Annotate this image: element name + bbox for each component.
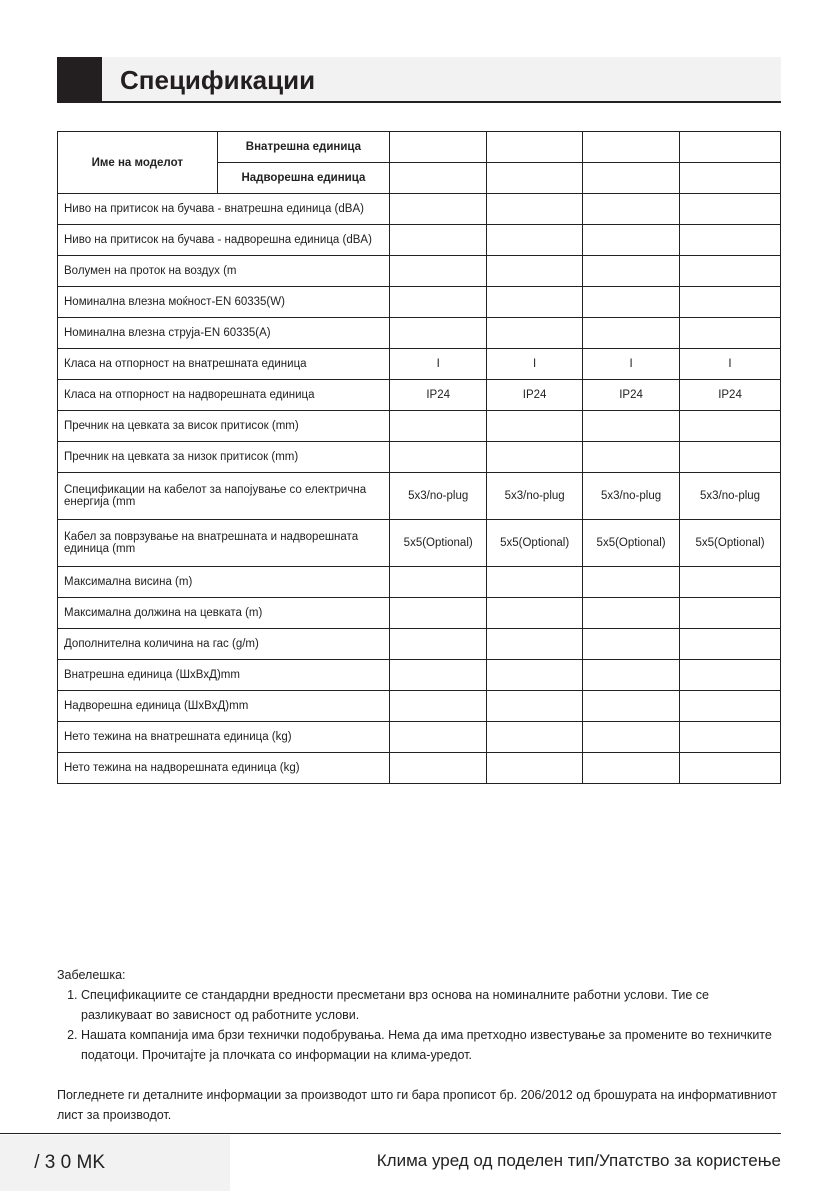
table-row <box>58 194 781 225</box>
cell-value <box>390 660 487 691</box>
cell-value <box>583 318 680 349</box>
table-row <box>58 318 781 349</box>
table-row <box>58 629 781 660</box>
cell-value <box>487 691 583 722</box>
row-label: Нето тежина на внатрешната единица (kg) <box>58 722 390 753</box>
cell-value <box>680 567 781 598</box>
cell-value <box>680 411 781 442</box>
document-title: Клима уред од поделен тип/Упатство за користење <box>376 1151 781 1170</box>
cell-value: IP24 <box>487 380 583 411</box>
row-label: Максимална должина на цевката (m) <box>58 598 390 629</box>
section-header <box>57 57 781 103</box>
cell-value <box>680 256 781 287</box>
cell-value <box>680 660 781 691</box>
outdoor-header: Надворешна единица <box>217 163 390 194</box>
cell-value <box>487 318 583 349</box>
table-row <box>58 753 781 784</box>
row-label: Надворешна единица (ШxВxД)mm <box>58 691 390 722</box>
row-label: Дополнителна количина на гас (g/m) <box>58 629 390 660</box>
cell-value <box>390 287 487 318</box>
notes <box>57 965 781 1125</box>
note-item: 2. Нашата компанија има брзи технички подобрувања. Нема да има претходно известување за промените во техничките податоци. Прочитајте ја плочката со информации на клима-уредот. <box>81 1025 781 1065</box>
cell-value <box>680 598 781 629</box>
row-label: Пречник на цевката за низок притисок (mm) <box>58 442 390 473</box>
cell-value: IP24 <box>583 380 680 411</box>
row-label: Максимална висина (m) <box>58 567 390 598</box>
cell-value: 5x5(Optional) <box>680 520 781 567</box>
header-block <box>57 57 102 103</box>
table-row <box>58 520 781 567</box>
cell-value <box>583 194 680 225</box>
cell-value: 5x3/no-plug <box>583 473 680 520</box>
table-row <box>58 722 781 753</box>
cell-value <box>680 287 781 318</box>
row-label: Класа на отпорност на внатрешната единица <box>58 349 390 380</box>
cell-value <box>390 691 487 722</box>
table-row <box>58 349 781 380</box>
cell-value <box>680 318 781 349</box>
notes-heading: Забелешка: <box>57 968 126 982</box>
regulation-note: Погледнете ги деталните информации за производот што ги бара прописот бр. 206/2012 од брошурата на информативниот лист за производот. <box>57 1088 777 1122</box>
row-label: Пречник на цевката за висок притисок (mm) <box>58 411 390 442</box>
note-item: 1. Спецификациите се стандардни вредности пресметани врз основа на номиналните работни услови. Тие се разликуваат во зависност од работните услови. <box>81 985 781 1025</box>
page-title: Спецификации <box>120 65 316 95</box>
cell-value <box>583 722 680 753</box>
row-label: Класа на отпорност на надворешната единица <box>58 380 390 411</box>
cell-value <box>390 318 487 349</box>
row-label: Нето тежина на надворешната единица (kg) <box>58 753 390 784</box>
row-label: Волумен на проток на воздух (m <box>58 256 390 287</box>
cell-value <box>583 598 680 629</box>
cell-value <box>680 691 781 722</box>
table-row <box>58 411 781 442</box>
cell-value <box>487 660 583 691</box>
cell-value <box>680 629 781 660</box>
table-row <box>58 442 781 473</box>
cell-value: I <box>680 349 781 380</box>
page-number: / 3 0 MK <box>0 1135 230 1191</box>
cell-value <box>390 194 487 225</box>
cell-value <box>487 598 583 629</box>
cell-value <box>487 194 583 225</box>
cell-value <box>487 287 583 318</box>
cell-value <box>487 442 583 473</box>
cell-value <box>583 753 680 784</box>
cell-value: I <box>390 349 487 380</box>
cell-value <box>487 722 583 753</box>
cell-value <box>583 225 680 256</box>
cell-value <box>487 256 583 287</box>
cell-value <box>680 225 781 256</box>
cell-value <box>583 287 680 318</box>
cell-value <box>583 442 680 473</box>
cell-value: IP24 <box>390 380 487 411</box>
cell-value <box>487 753 583 784</box>
table-row <box>58 225 781 256</box>
row-label: Ниво на притисок на бучава - надворешна единица (dBA) <box>58 225 390 256</box>
cell-value <box>583 256 680 287</box>
table-row <box>58 598 781 629</box>
footer-divider <box>0 1133 781 1134</box>
cell-value <box>390 629 487 660</box>
cell-value <box>390 598 487 629</box>
table-row <box>58 691 781 722</box>
table-row <box>58 287 781 318</box>
cell-value <box>487 411 583 442</box>
cell-value <box>390 442 487 473</box>
cell-value: 5x5(Optional) <box>390 520 487 567</box>
table-row <box>58 660 781 691</box>
cell-value <box>680 753 781 784</box>
cell-value <box>390 722 487 753</box>
cell-value <box>390 567 487 598</box>
cell-value <box>583 411 680 442</box>
cell-value: 5x3/no-plug <box>487 473 583 520</box>
cell-value <box>583 660 680 691</box>
row-label: Номинална влезна моќност-EN 60335(W) <box>58 287 390 318</box>
cell-value: IP24 <box>680 380 781 411</box>
table-row <box>58 380 781 411</box>
spec-table <box>57 131 781 784</box>
cell-value: 5x5(Optional) <box>583 520 680 567</box>
cell-value <box>583 691 680 722</box>
cell-value: I <box>583 349 680 380</box>
cell-value <box>390 753 487 784</box>
cell-value: 5x3/no-plug <box>680 473 781 520</box>
table-row <box>58 256 781 287</box>
cell-value <box>583 629 680 660</box>
cell-value <box>390 256 487 287</box>
cell-value <box>390 225 487 256</box>
cell-value <box>680 442 781 473</box>
row-label: Номинална влезна струја-EN 60335(A) <box>58 318 390 349</box>
cell-value: I <box>487 349 583 380</box>
row-label: Спецификации на кабелот за напојување со електрична енергија (mm <box>58 473 390 520</box>
row-label: Ниво на притисок на бучава - внатрешна единица (dBA) <box>58 194 390 225</box>
cell-value: 5x5(Optional) <box>487 520 583 567</box>
cell-value <box>487 567 583 598</box>
cell-value: 5x3/no-plug <box>390 473 487 520</box>
cell-value <box>390 411 487 442</box>
cell-value <box>487 629 583 660</box>
row-label: Внатрешна единица (ШxВxД)mm <box>58 660 390 691</box>
indoor-header: Внатрешна единица <box>217 132 390 163</box>
cell-value <box>680 722 781 753</box>
cell-value <box>583 567 680 598</box>
table-row <box>58 567 781 598</box>
table-row <box>58 473 781 520</box>
row-label: Кабел за поврзување на внатрешната и надворешната единица (mm <box>58 520 390 567</box>
cell-value <box>680 194 781 225</box>
cell-value <box>487 225 583 256</box>
model-name-header: Име на моделот <box>58 132 218 194</box>
